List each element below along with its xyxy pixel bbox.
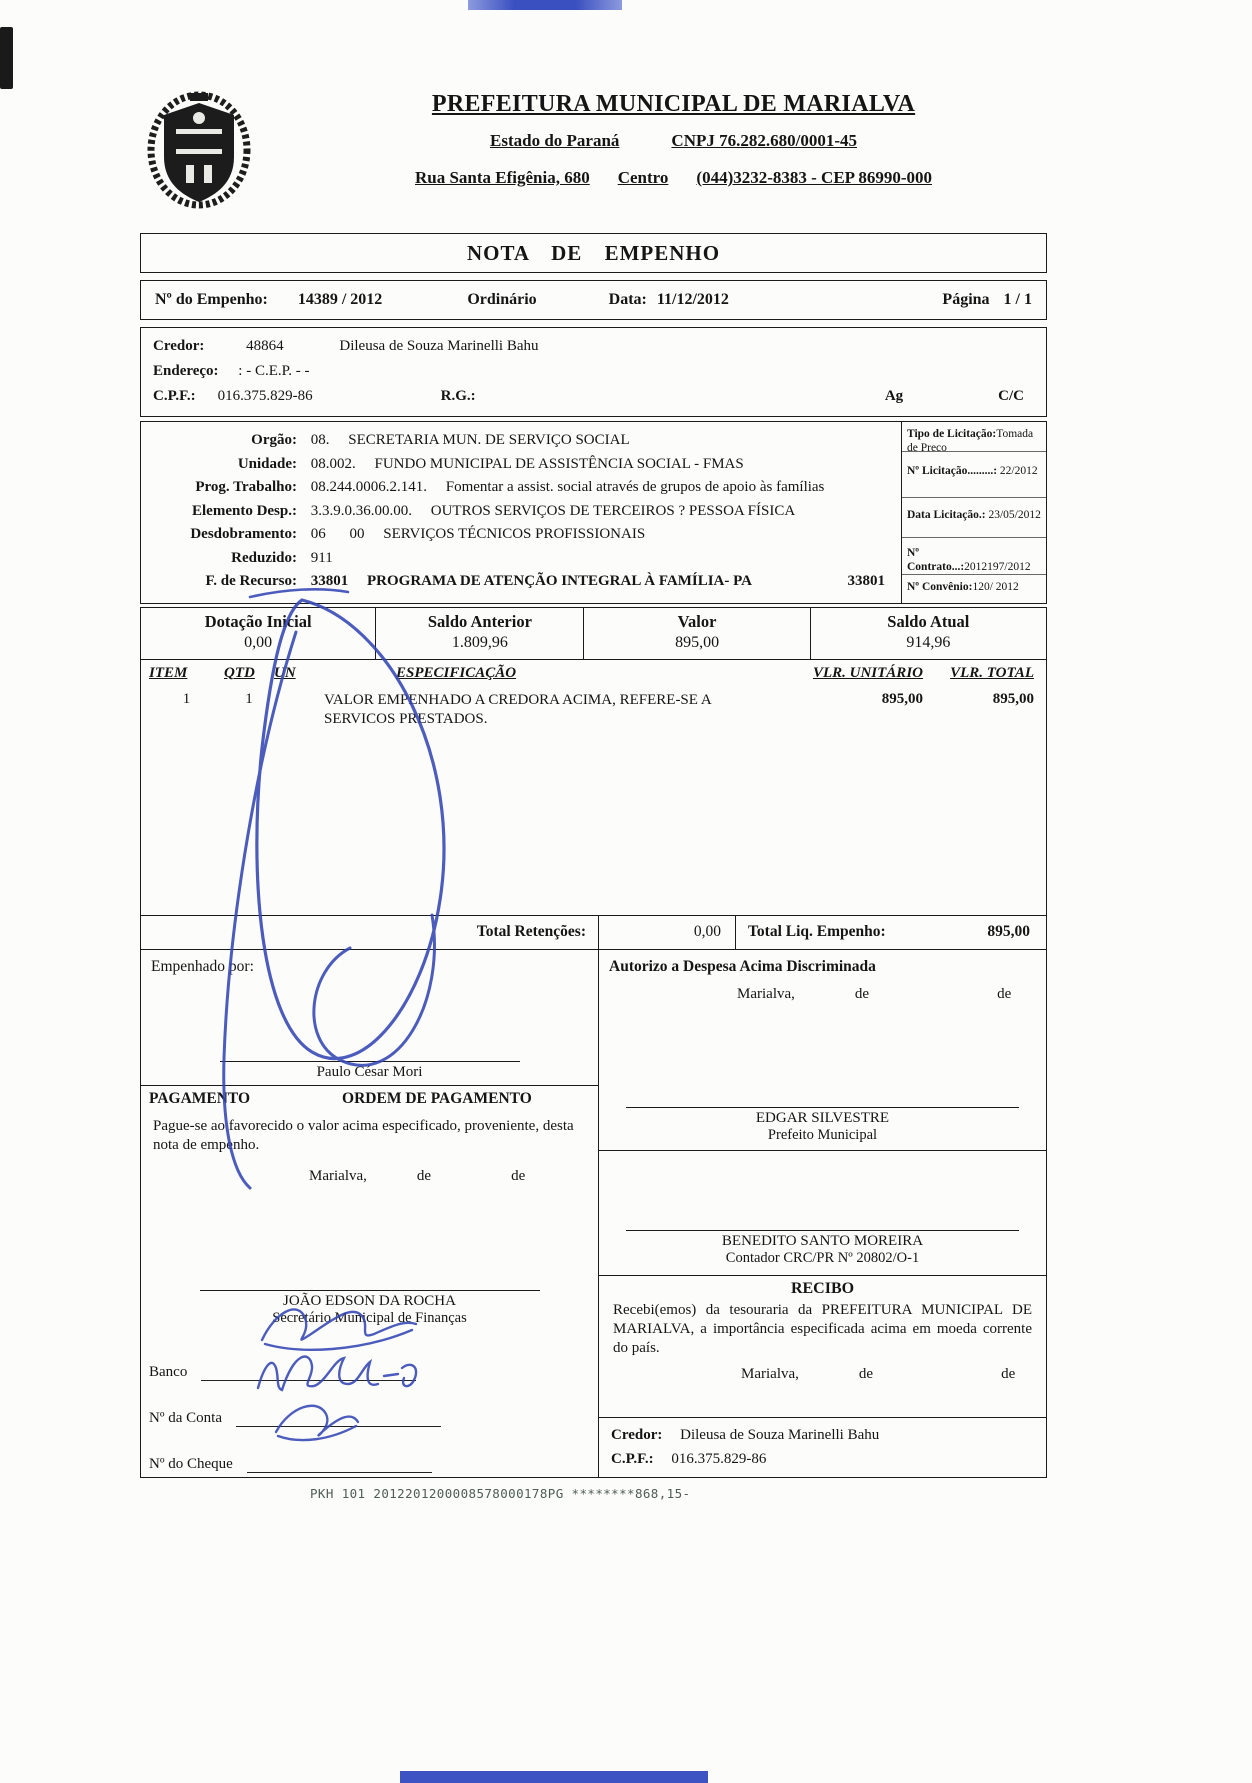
item-row [141, 684, 1046, 729]
de-word: de [858, 1365, 874, 1382]
cpf-label: C.P.F.: [153, 388, 196, 404]
city-name: Marialva, [741, 1365, 799, 1382]
empenho-date: 11/12/2012 [656, 291, 729, 308]
receipt-date-line [613, 1366, 1032, 1383]
receipt-creditor-name: Dileusa de Souza Marinelli Bahu [680, 1426, 880, 1443]
de-word: de [997, 985, 1012, 1002]
col-vlr-unitario: VLR. UNITÁRIO [812, 664, 923, 681]
mayor-title: Prefeito Municipal [767, 1126, 878, 1143]
page-title: PREFEITURA MUNICIPAL DE MARIALVA [431, 91, 916, 117]
city-name: Marialva, [309, 1167, 367, 1184]
balance-col-anterior [376, 608, 584, 659]
recurso-tail-code: 33801 [847, 573, 885, 589]
accountant-title: Contador CRC/PR Nº 20802/O-1 [725, 1249, 920, 1266]
payment-column [141, 950, 599, 1477]
spacer [609, 1003, 1036, 1107]
balance-value: 0,00 [244, 633, 273, 651]
header-state: Estado do Paraná [490, 131, 620, 150]
desdobramento-code2: 00 [349, 526, 365, 542]
balance-value: 1.809,96 [451, 633, 508, 651]
licitacao-data [902, 498, 1046, 538]
authorization-column [599, 950, 1046, 1477]
orgao-code: 08. [310, 432, 330, 448]
elemento-code: 3.3.9.0.36.00.00. [310, 502, 412, 519]
empenho-type: Ordinário [467, 291, 537, 308]
bank-input-line [201, 1339, 416, 1381]
balance-value: 895,00 [675, 633, 720, 651]
items-table [140, 660, 1047, 916]
licitacao-tipo-value: Tomada de Preco [907, 428, 1034, 454]
receipt-cpf-row [611, 1451, 1034, 1468]
rg-label: R.G.: [440, 388, 476, 404]
balance-header: Valor [677, 611, 717, 631]
empenhado-section [141, 950, 598, 1085]
budget-line-reduzido [147, 547, 895, 571]
account-field-row [149, 1385, 598, 1431]
header-line-2 [300, 131, 1047, 151]
col-qtd: QTD [224, 664, 255, 681]
col-un: UN [274, 664, 296, 681]
header-phone-cep: (044)3232-8383 - CEP 86990-000 [696, 168, 933, 187]
municipal-coat-of-arms-icon [146, 91, 252, 209]
liquido-value: 895,00 [987, 923, 1030, 940]
receipt-creditor-row [611, 1427, 1034, 1444]
balance-header: Saldo Anterior [427, 611, 532, 631]
convenio-label: Nº Convênio: [907, 581, 973, 593]
creditor-cpf-row [153, 384, 1034, 409]
contrato-label: Nº Contrato...: [907, 547, 965, 573]
items-empty-space [141, 729, 1046, 915]
empenho-header-row [140, 280, 1047, 320]
receipt-creditor-label: Credor: [611, 1426, 663, 1443]
col-item: ITEM [149, 664, 188, 681]
receipt-cpf-value: 016.375.829-86 [671, 1450, 767, 1467]
authorization-date-line [609, 986, 1036, 1003]
payment-date-line [141, 1168, 598, 1185]
licitacao-numero [902, 452, 1046, 498]
item-unit-price: 895,00 [881, 690, 923, 707]
creditor-address-row [153, 359, 1034, 384]
account-label: Nº da Conta [149, 1409, 222, 1426]
page-label: Página [942, 291, 990, 308]
item-qty: 1 [245, 690, 253, 707]
recurso-code: 33801 [310, 573, 349, 589]
document-header [140, 91, 1047, 231]
header-text [300, 91, 1047, 188]
scan-artifact-bottom-bar [400, 1771, 708, 1783]
cc-label: C/C [998, 388, 1024, 404]
accountant-signature [626, 1230, 1019, 1267]
liquido-label: Total Liq. Empenho: [748, 923, 886, 940]
budget-line-prog-trabalho [147, 476, 895, 500]
ordem-pagamento-title: ORDEM DE PAGAMENTO [342, 1089, 532, 1107]
convenio [902, 575, 1046, 603]
scan-artifact-top-bar [468, 0, 622, 10]
reduzido-code: 911 [310, 549, 333, 566]
desdobramento-desc: SERVIÇOS TÉCNICOS PROFISSIONAIS [383, 526, 646, 542]
unidade-label: Unidade: [237, 455, 297, 472]
creditor-row [153, 334, 1034, 359]
page-indicator [942, 291, 1032, 309]
secretary-name: JOÃO EDSON DA ROCHA [283, 1292, 456, 1309]
city-name: Marialva, [737, 985, 795, 1002]
item-description: VALOR EMPENHADO A CREDORA ACIMA, REFERE-SE A SERVICOS PRESTADOS. [324, 691, 711, 727]
budget-block [140, 421, 1047, 604]
secretary-title: Secretário Municipal de Finanças [272, 1309, 467, 1326]
budget-line-elemento [147, 500, 895, 524]
balances-table [140, 607, 1047, 660]
balance-header: Saldo Atual [887, 611, 970, 631]
elemento-desc: OUTROS SERVIÇOS DE TERCEIROS ? PESSOA FÍSICA [430, 502, 796, 519]
empenho-number-label: Nº do Empenho: [155, 291, 268, 308]
de-word: de [854, 985, 870, 1002]
budget-line-orgao [147, 429, 895, 453]
mayor-signature [626, 1107, 1019, 1144]
ag-label: Ag [884, 388, 904, 404]
empenhado-label: Empenhado por: [151, 957, 254, 975]
pagamento-title: PAGAMENTO [149, 1089, 251, 1107]
payment-header [141, 1085, 598, 1112]
retencoes-value: 0,00 [599, 916, 736, 949]
receipt-section [599, 1276, 1046, 1418]
accountant-name: BENEDITO SANTO MOREIRA [721, 1232, 924, 1249]
creditor-name: Dileusa de Souza Marinelli Bahu [339, 338, 539, 354]
prog-label: Prog. Trabalho: [195, 479, 297, 495]
receipt-text: Recebi(emos) da tesouraria da PREFEITURA MUNICIPAL DE MARIALVA, a importância especificada acima em moeda corrente do país. [613, 1301, 1032, 1356]
nota-de-empenho-document [140, 85, 1047, 1478]
accountant-section [599, 1151, 1046, 1276]
elemento-label: Elemento Desp.: [192, 502, 297, 519]
spacer [141, 1185, 598, 1290]
items-header-row [141, 660, 1046, 684]
empenhado-signature [220, 1061, 520, 1081]
authorization-section [599, 950, 1046, 1151]
balance-value: 914,96 [906, 633, 951, 651]
col-vlr-total: VLR. TOTAL [950, 664, 1034, 681]
desdobramento-code1: 06 [310, 526, 326, 542]
orgao-desc: SECRETARIA MUN. DE SERVIÇO SOCIAL [348, 432, 630, 448]
address-value: : - C.E.P. - - [238, 363, 310, 379]
licitacao-column [901, 422, 1046, 603]
cheque-field-row [149, 1431, 598, 1477]
bank-label: Banco [149, 1363, 188, 1380]
header-district: Centro [617, 168, 669, 187]
empenho-number: 14389 / 2012 [297, 291, 383, 308]
desdobramento-label: Desdobramento: [190, 526, 297, 542]
secretary-signature [200, 1290, 540, 1327]
unidade-desc: FUNDO MUNICIPAL DE ASSISTÊNCIA SOCIAL - FMAS [374, 455, 744, 472]
bank-fields [141, 1327, 598, 1477]
account-input-line [236, 1385, 441, 1427]
contrato-value: 2012197/2012 [964, 561, 1031, 573]
creditor-block [140, 327, 1047, 417]
authorization-title: Autorizo a Despesa Acima Discriminada [609, 957, 876, 975]
de-word: de [511, 1167, 526, 1184]
item-total-price: 895,00 [992, 690, 1034, 707]
bank-field-row [149, 1339, 598, 1385]
balance-header: Dotação Inicial [204, 611, 312, 631]
retencoes-label: Total Retenções: [141, 916, 599, 949]
header-cnpj: CNPJ 76.282.680/0001-45 [671, 131, 857, 150]
item-unit [274, 691, 324, 729]
orgao-label: Orgão: [251, 432, 297, 448]
empenhado-name: Paulo César Mori [316, 1063, 423, 1080]
licitacao-numero-value: 22/2012 [999, 465, 1038, 477]
header-address: Rua Santa Efigênia, 680 [414, 168, 590, 187]
totals-row [140, 916, 1047, 950]
cpf-value: 016.375.829-86 [217, 388, 313, 404]
budget-lines [141, 422, 901, 603]
balance-col-dotacao [141, 608, 376, 659]
licitacao-tipo [902, 422, 1046, 452]
payment-text: Pague-se ao favorecido o valor acima especificado, proveniente, desta nota de empenho. [153, 1117, 574, 1153]
licitacao-numero-label: Nº Licitação.........: [907, 465, 998, 477]
signatures-section [140, 950, 1047, 1478]
balance-col-valor [584, 608, 810, 659]
receipt-title: RECIBO [790, 1279, 855, 1297]
prog-desc: Fomentar a assist. social através de grupos de apoio às famílias [445, 479, 825, 495]
col-especificacao: ESPECIFICAÇÃO [396, 664, 517, 681]
licitacao-data-value: 23/05/2012 [988, 509, 1041, 521]
item-number: 1 [182, 690, 191, 707]
unidade-code: 08.002. [310, 455, 356, 472]
recurso-desc: PROGRAMA DE ATENÇÃO INTEGRAL À FAMÍLIA- PA [367, 573, 753, 589]
empenho-date-label: Data: [608, 291, 647, 308]
address-label: Endereço: [153, 363, 219, 379]
contrato [902, 538, 1046, 575]
creditor-code: 48864 [246, 338, 284, 354]
cheque-input-line [247, 1431, 432, 1473]
budget-line-unidade [147, 453, 895, 477]
document-title: NOTA DE EMPENHO [140, 233, 1047, 273]
de-word: de [416, 1167, 432, 1184]
header-line-3 [300, 168, 1047, 188]
receipt-cpf-label: C.P.F.: [611, 1450, 654, 1467]
de-word: de [1001, 1365, 1016, 1382]
balance-col-atual [811, 608, 1046, 659]
budget-line-recurso [147, 570, 895, 594]
prog-code: 08.244.0006.2.141. [310, 479, 427, 495]
convenio-value: 120/ 2012 [972, 581, 1019, 593]
scan-artifact-left-mark [0, 27, 13, 89]
reduzido-label: Reduzido: [231, 549, 297, 566]
creditor-label: Credor: [153, 338, 205, 354]
mayor-name: EDGAR SILVESTRE [755, 1109, 890, 1126]
dot-matrix-footer: PKH 101 2012201200008578000178PG ********868,15- [310, 1486, 691, 1501]
licitacao-tipo-label: Tipo de Licitação: [907, 428, 997, 440]
page-value: 1 / 1 [1003, 291, 1032, 308]
budget-line-desdobramento [147, 523, 895, 547]
cheque-label: Nº do Cheque [149, 1455, 233, 1472]
recurso-label: F. de Recurso: [205, 573, 297, 589]
licitacao-data-label: Data Licitação.: [907, 509, 986, 521]
receipt-creditor-block [599, 1418, 1046, 1477]
